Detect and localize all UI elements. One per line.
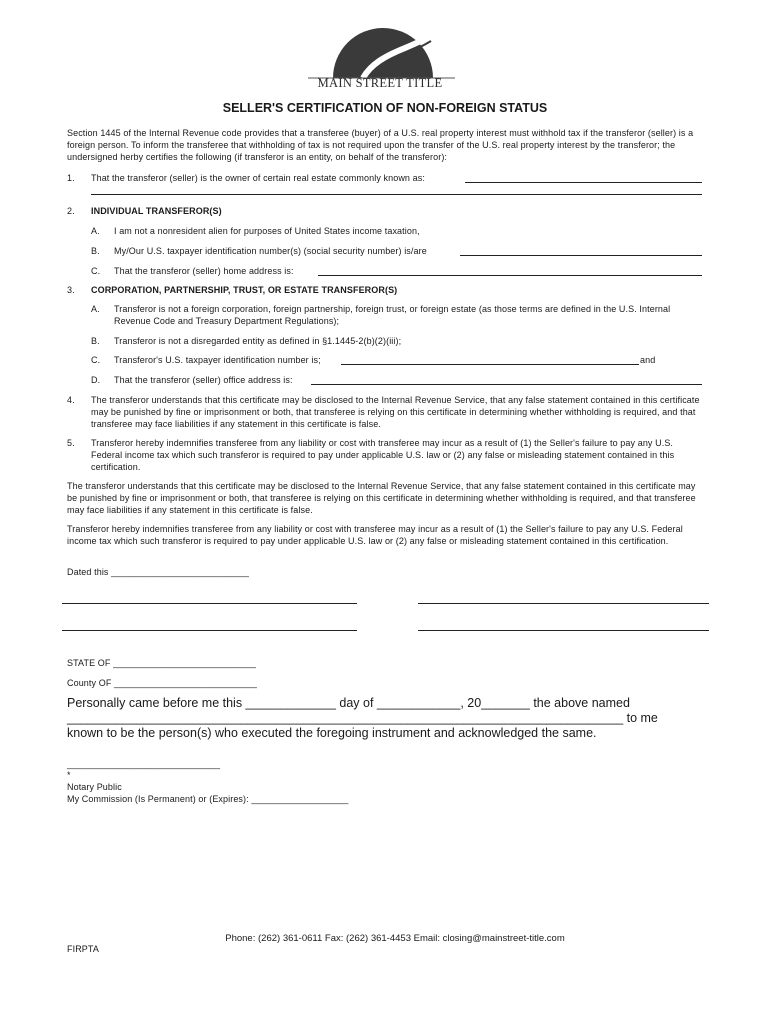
item-3d-label: D.: [91, 375, 101, 385]
item-3c-suffix: and: [640, 355, 656, 365]
item-1-number: 1.: [67, 173, 75, 183]
notary-line-2[interactable]: ________________________________________________________________________________ to me: [67, 711, 658, 725]
item-2-number: 2.: [67, 206, 75, 216]
county-of-field[interactable]: County OF ____________________________: [67, 678, 257, 688]
form-id: FIRPTA: [67, 944, 99, 954]
item-5-number: 5.: [67, 438, 75, 448]
notary-signature-line[interactable]: ______________________________: [67, 759, 221, 769]
item-3b-label: B.: [91, 336, 100, 346]
item-2a-label: A.: [91, 226, 100, 236]
seller-signature-line-3[interactable]: [62, 630, 357, 631]
notary-public-label: Notary Public: [67, 782, 122, 792]
seller-signature-line-4[interactable]: [418, 630, 709, 631]
dated-line[interactable]: Dated this ___________________________: [67, 567, 249, 577]
logo-text: MAIN STREET TITLE: [317, 76, 443, 90]
item-2c-label: C.: [91, 266, 101, 276]
understanding-paragraph: The transferor understands that this certificate may be disclosed to the Internal Revenue Service, that any false statement contained in this certificate may be punished by fine or imprisonment or both, that transferee is relying on this certificate in determining whether withholding is required, and that transferee may face liabilities if any statement in this certificate is false.: [67, 481, 696, 515]
item-3-heading: CORPORATION, PARTNERSHIP, TRUST, OR ESTATE TRANSFEROR(S): [91, 285, 398, 295]
item-5-text: Transferor hereby indemnifies transferee from any liability or cost with transferee may incur as a result of (1) the Seller's failure to pay any U.S. Federal income tax which such transferor is required to pay under applicable U.S. law or (2) any false or misleading statement contained in this certification.: [91, 438, 675, 472]
office-address-field[interactable]: [311, 384, 702, 385]
item-4-text: The transferor understands that this certificate may be disclosed to the Internal Revenue Service, that any false statement contained in this certificate may be punished by fine or imprisonment or both, that transferee is relying on this certificate in determining whether withholding is required, and that transferee may face liabilities if any statement in this certificate is false.: [91, 395, 700, 429]
notary-line-3: known to be the person(s) who executed the foregoing instrument and acknowledged the same.: [67, 726, 597, 740]
indemnity-paragraph: Transferor hereby indemnifies transferee from any liability or cost with transferee may incur as a result of (1) the Seller's failure to pay any U.S. Federal income tax which such transferor is required to pay under applicable U.S. law or (2) any false or misleading statement contained in this certification.: [67, 524, 683, 546]
item-2-heading: INDIVIDUAL TRANSFEROR(S): [91, 206, 222, 216]
item-2c-text: That the transferor (seller) home address is:: [114, 266, 294, 276]
item-3d-text: That the transferor (seller) office address is:: [114, 375, 293, 385]
seller-signature-line-2[interactable]: [418, 603, 709, 604]
notary-asterisk: *: [67, 770, 71, 780]
item-2a-text: I am not a nonresident alien for purposes of United States income taxation,: [114, 226, 420, 236]
item-3a-label: A.: [91, 304, 100, 314]
item-2b-text: My/Our U.S. taxpayer identification number(s) (social security number) is/are: [114, 246, 427, 256]
seller-signature-line-1[interactable]: [62, 603, 357, 604]
notary-line-1: Personally came before me this _____________ day of ____________, 20_______ the above named: [67, 696, 630, 710]
item-3-number: 3.: [67, 285, 75, 295]
item-3a-text: Transferor is not a foreign corporation, foreign partnership, foreign trust, or foreign estate (as those terms are defined in the U.S. Internal Revenue Code and Treasury Department Regulations);: [114, 304, 671, 326]
entity-tin-field[interactable]: [341, 364, 639, 365]
property-address-field[interactable]: [465, 182, 702, 183]
notary-commission[interactable]: My Commission (Is Permanent) or (Expires): ___________________: [67, 794, 349, 804]
home-address-field[interactable]: [318, 275, 702, 276]
item-3c-text: Transferor's U.S. taxpayer identification number is;: [114, 355, 321, 365]
item-3b-text: Transferor is not a disregarded entity as defined in §1.1445-2(b)(2)(iii);: [114, 336, 402, 346]
ssn-field[interactable]: [460, 255, 702, 256]
document-title: SELLER'S CERTIFICATION OF NON-FOREIGN STATUS: [222, 101, 548, 115]
item-3c-label: C.: [91, 355, 101, 365]
item-2b-label: B.: [91, 246, 100, 256]
state-of-field[interactable]: STATE OF ____________________________: [67, 658, 257, 668]
footer-contact: Phone: (262) 361-0611 Fax: (262) 361-4453 Email: closing@mainstreet-title.com: [225, 933, 565, 944]
item-4-number: 4.: [67, 395, 75, 405]
property-address-field-2[interactable]: [91, 194, 702, 195]
intro-paragraph: Section 1445 of the Internal Revenue code provides that a transferee (buyer) of a U.S. real property interest must withhold tax if the transferor (seller) is a foreign person. To inform the transferee that withholding of tax is not required upon the transfer of the U.S. real property interest by the transferor; the undersigned herby certifies the following (if transferor is an entity, on behalf of the transferor):: [67, 128, 694, 162]
item-1-text: That the transferor (seller) is the owner of certain real estate commonly known as:: [91, 173, 425, 183]
